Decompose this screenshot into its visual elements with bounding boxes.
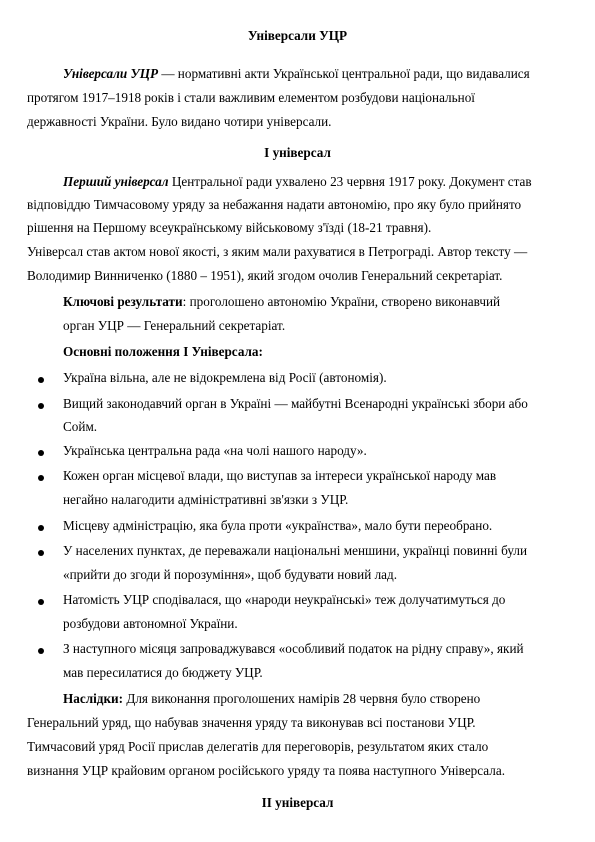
intro-term: Універсали УЦР <box>63 66 159 81</box>
section-1-line-1 <box>63 174 532 190</box>
section-1-line-3: рішення на Першому всеукраїнському військовому з'їзді (18-21 травня). <box>27 220 432 235</box>
bullet-marker <box>38 450 44 456</box>
bullet-marker <box>38 377 44 383</box>
bullet-item-6: У населених пунктах, де переважали національні меншини, українці повинні були <box>63 543 527 558</box>
consequences-line-2: Генеральний уряд, що набував значення уряду та виконував всі постанови УЦР. <box>27 715 476 730</box>
consequences-line-4: визнання УЦР крайовим органом російського уряду та поява наступного Універсала. <box>27 763 505 778</box>
bullet-marker <box>38 648 44 654</box>
bullet-item-4: Кожен орган місцевої влади, що виступав за інтереси української народу мав <box>63 468 497 483</box>
section-1-line-1-rest: Центральної ради ухвалено 23 червня 1917 року. Документ став <box>168 174 532 189</box>
consequences-line-1-rest: Для виконання проголошених намірів 28 червня було створено <box>123 691 481 706</box>
results-line-1-rest: : проголошено автономію України, створено виконавчий <box>182 294 501 309</box>
bullet-item-2: Вищий законодавчий орган в Україні — майбутні Всенародні українські збори або <box>63 396 528 411</box>
provisions-heading: Основні положення I Універсала: <box>63 344 263 359</box>
bullet-marker <box>38 550 44 556</box>
section-1-heading: I універсал <box>264 145 331 160</box>
bullet-item-7-cont: розбудови автономної України. <box>63 616 238 631</box>
consequences-line-1 <box>63 691 480 707</box>
bullet-item-8: З наступного місяця запроваджувався «особливий податок на рідну справу», який <box>63 641 524 656</box>
first-universal-term: Перший універсал <box>63 174 169 189</box>
bullet-item-7: Натомість УЦР сподівалася, що «народи неукраїнські» теж долучатимуться до <box>63 592 506 607</box>
bullet-item-4-cont: негайно налагодити адміністративні зв'язки з УЦР. <box>63 492 349 507</box>
bullet-marker <box>38 403 44 409</box>
results-line-2: орган УЦР — Генеральний секретаріат. <box>63 318 286 333</box>
consequences-line-3: Тимчасовий уряд Росії прислав делегатів для переговорів, результатом яких стало <box>27 739 489 754</box>
bullet-marker <box>38 525 44 531</box>
bullet-item-6-cont: «прийти до згоди й порозуміння», щоб будувати новий лад. <box>63 567 398 582</box>
consequences-label: Наслідки: <box>63 691 124 706</box>
bullet-item-2-cont: Сойм. <box>63 419 98 434</box>
bullet-item-5: Місцеву адміністрацію, яка була проти «українства», мало бути переобрано. <box>63 518 493 533</box>
document-title: Універсали УЦР <box>247 28 348 43</box>
intro-line-1 <box>63 66 530 82</box>
intro-line-3: державності України. Було видано чотири універсали. <box>27 114 332 129</box>
bullet-item-8-cont: мав пересилатися до бюджету УЦР. <box>63 665 263 680</box>
intro-line-1-rest: — нормативні акти Української центральної ради, що видавалися <box>158 66 530 81</box>
section-1-line-5: Володимир Винниченко (1880 – 1951), який згодом очолив Генеральний секретаріат. <box>27 268 503 283</box>
intro-line-2: протягом 1917–1918 років і стали важливим елементом розбудови національної <box>27 90 475 105</box>
bullet-marker <box>38 475 44 481</box>
bullet-item-3: Українська центральна рада «на чолі нашого народу». <box>63 443 367 458</box>
results-label: Ключові результати <box>63 294 183 309</box>
bullet-marker <box>38 599 44 605</box>
bullet-item-1: Україна вільна, але не відокремлена від Росії (автономія). <box>63 370 387 385</box>
section-2-heading: II універсал <box>261 795 334 810</box>
section-1-line-4: Універсал став актом нової якості, з яким мали рахуватися в Петрограді. Автор тексту — <box>27 244 528 259</box>
section-1-line-2: відповіддю Тимчасовому уряду за небажання надати автономію, про яку було прийнято <box>27 197 522 212</box>
results-line-1 <box>63 294 500 310</box>
